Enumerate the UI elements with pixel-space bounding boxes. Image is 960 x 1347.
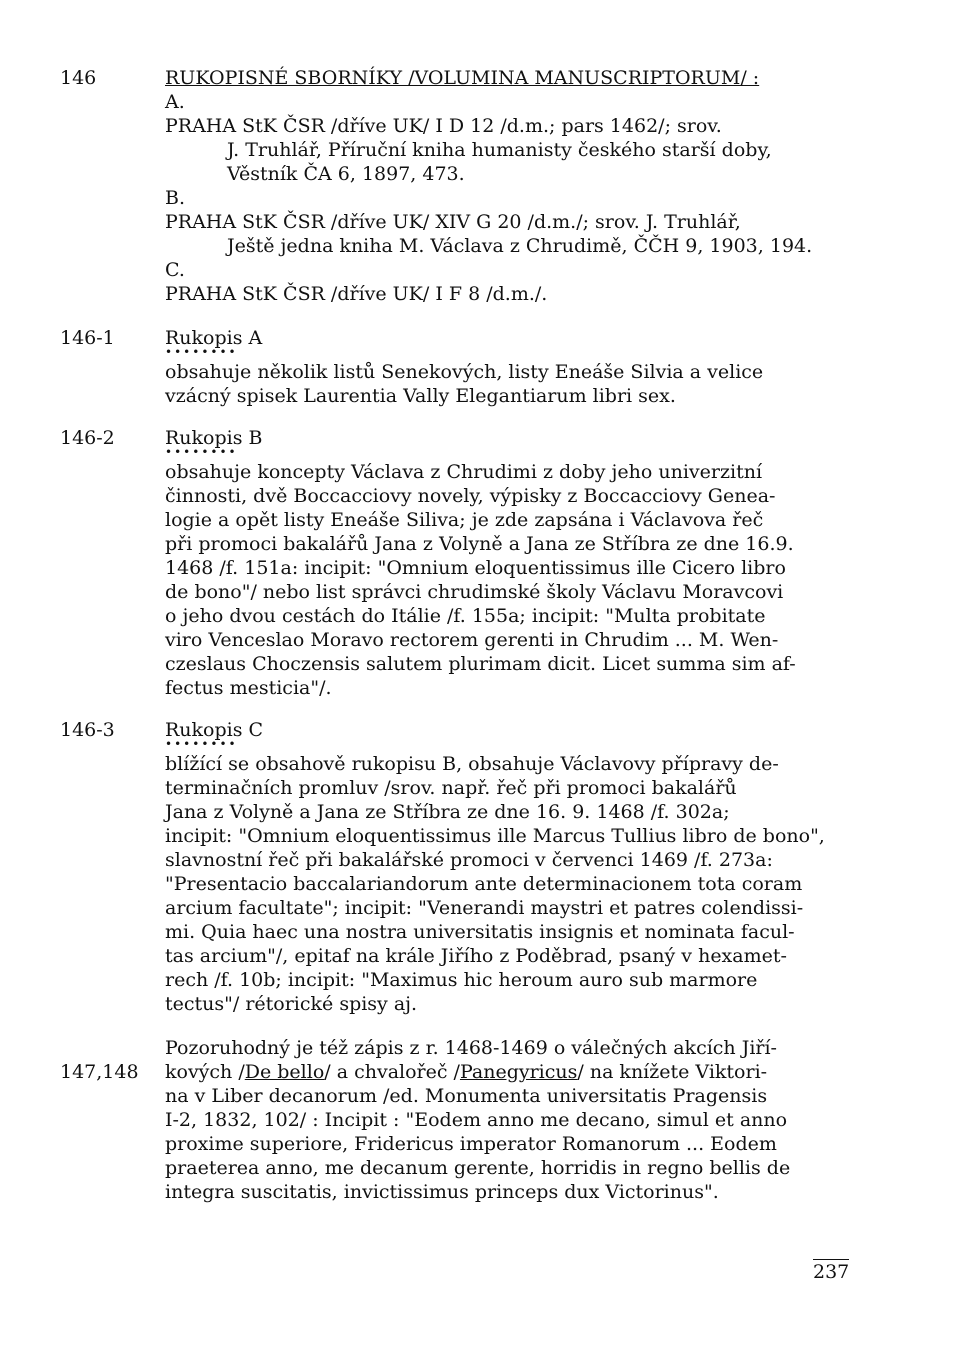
- heading-dots: ••••••••: [165, 737, 238, 751]
- text-segment: kových /: [165, 1061, 245, 1083]
- source-label-b: B.: [165, 187, 186, 209]
- entry-line: rech /f. 10b; incipit: "Maximus hic heroum auro sub marmore: [165, 969, 758, 991]
- entry-line: slavnostní řeč při bakalářské promoci v červenci 1469 /f. 273a:: [165, 849, 773, 871]
- entry-number: 146-3: [60, 719, 115, 741]
- entry-line: obsahuje koncepty Václava z Chrudimi z doby jeho univerzitní: [165, 461, 763, 483]
- entry-line: proxime superiore, Fridericus imperator Romanorum ... Eodem: [165, 1133, 777, 1155]
- entry-line: viro Venceslao Moravo rectorem gerenti in Chrudim ... M. Wen-: [165, 629, 779, 651]
- entry-line: 1468 /f. 151a: incipit: "Omnium eloquentissimus ille Cicero libro: [165, 557, 786, 579]
- source-line: Věstník ČA 6, 1897, 473.: [227, 163, 465, 185]
- entry-146-2: [165, 426, 885, 700]
- entry-line: mi. Quia haec una nostra universitatis insignis et nominata facul-: [165, 921, 795, 943]
- entry-line: blížící se obsahově rukopisu B, obsahuje Václavovy přípravy de-: [165, 753, 779, 775]
- entry-line: I-2, 1832, 102/ : Incipit : "Eodem anno me decano, simul et anno: [165, 1109, 788, 1131]
- entry-line: de bono"/ nebo list správci chrudimské školy Václavu Moravcovi: [165, 581, 784, 603]
- page-number: 237: [813, 1261, 850, 1283]
- text-segment: / a chvalořeč /: [324, 1061, 460, 1083]
- entry-line: při promoci bakalářů Jana z Volyně a Jana ze Stříbra ze dne 16.9.: [165, 533, 794, 555]
- entry-line: fectus mesticia"/.: [165, 677, 332, 699]
- source-line: PRAHA StK ČSR /dříve UK/ XIV G 20 /d.m./; srov. J. Truhlář,: [165, 211, 741, 233]
- entry-line: činnosti, dvě Boccacciovy novely, výpisky z Boccacciovy Genea-: [165, 485, 776, 507]
- entry-line: "Presentacio baccalariandorum ante determinacionem tota coram: [165, 873, 803, 895]
- entry-line: logie a opět listy Eneáše Siliva; je zde zapsána i Václavova řeč: [165, 509, 764, 531]
- entry-line: praeterea anno, me decanum gerente, horridis in regno bellis de: [165, 1157, 791, 1179]
- entry-line: arcium facultate"; incipit: "Venerandi maystri et patres colendissi-: [165, 897, 804, 919]
- entry-line: na v Liber decanorum /ed. Monumenta universitatis Pragensis: [165, 1085, 768, 1107]
- entry-line: terminačních promluv /srov. např. řeč při promoci bakalářů: [165, 777, 737, 799]
- entry-146-1: [165, 326, 885, 408]
- source-label-a: A.: [165, 91, 185, 113]
- entry-number: 147,148: [60, 1061, 139, 1083]
- section-title: RUKOPISNÉ SBORNÍKY /VOLUMINA MANUSCRIPTORUM/ :: [165, 67, 760, 89]
- entry-line: tectus"/ rétorické spisy aj.: [165, 993, 418, 1015]
- title-de-bello: De bello: [244, 1061, 325, 1083]
- entry-line: obsahuje několik listů Senekových, listy Eneáše Silvia a velice: [165, 361, 764, 383]
- source-line: PRAHA StK ČSR /dříve UK/ I D 12 /d.m.; pars 1462/; srov.: [165, 115, 722, 137]
- entry-line: vzácný spisek Laurentia Vally Elegantiarum libri sex.: [165, 385, 676, 407]
- entry-line: Jana z Volyně a Jana ze Stříbra ze dne 16. 9. 1468 /f. 302a;: [165, 801, 730, 823]
- entry-line: czeslaus Choczensis salutem plurimam dicit. Licet summa sim af-: [165, 653, 796, 675]
- entry-number: 146-1: [60, 327, 115, 349]
- entry-line: tas arcium"/, epitaf na krále Jiřího z Poděbrad, psaný v hexamet-: [165, 945, 787, 967]
- entry-146-3: [165, 718, 885, 1016]
- entry-line: [165, 1060, 885, 1084]
- entry-line: integra suscitatis, invictissimus princeps dux Victorinus".: [165, 1181, 719, 1203]
- source-line: Ještě jedna kniha M. Václava z Chrudimě, ČČH 9, 1903, 194.: [227, 235, 813, 257]
- text-segment: / na knížete Viktori-: [577, 1061, 768, 1083]
- entry-147-148: [165, 1036, 885, 1204]
- entry-line: incipit: "Omnium eloquentissimus ille Marcus Tullius libro de bono",: [165, 825, 825, 847]
- entry-line: Pozoruhodný je též zápis z r. 1468-1469 o válečných akcích Jiří-: [165, 1037, 777, 1059]
- entry-number: 146-2: [60, 427, 115, 449]
- title-panegyricus: Panegyricus: [459, 1061, 578, 1083]
- heading-dots: ••••••••: [165, 345, 238, 359]
- source-line: PRAHA StK ČSR /dříve UK/ I F 8 /d.m./.: [165, 283, 548, 305]
- entry-number: 146: [60, 67, 97, 89]
- entry-heading: Rukopis C: [165, 719, 264, 741]
- heading-dots: ••••••••: [165, 445, 238, 459]
- entry-heading: Rukopis A: [165, 327, 263, 349]
- source-line: J. Truhlář, Příruční kniha humanisty českého starší doby,: [227, 139, 772, 161]
- source-label-c: C.: [165, 259, 185, 281]
- entry-line: o jeho dvou cestách do Itálie /f. 155a; incipit: "Multa probitate: [165, 605, 766, 627]
- header-block: [165, 66, 885, 306]
- entry-heading: Rukopis B: [165, 427, 263, 449]
